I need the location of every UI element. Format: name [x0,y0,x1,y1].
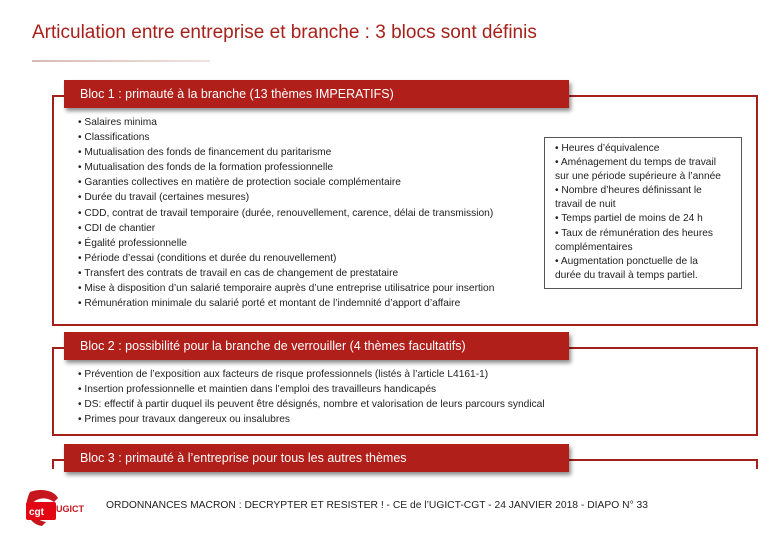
bloc1-theme-item: • Mise à disposition d’un salarié temporaire auprès d’une entreprise utilisatrice pour insertion [78,281,494,296]
side-box-line: durée du travail à temps partiel. [555,269,698,281]
bloc2-header: Bloc 2 : possibilité pour la branche de verrouiller (4 thèmes facultatifs) [64,332,569,360]
bloc1-theme-item: • Mutualisation des fonds de la formation professionnelle [78,160,494,175]
bloc1-theme-item: • Garanties collectives en matière de protection sociale complémentaire [78,175,494,190]
bloc1-theme-item: • Égalité professionnelle [78,236,494,251]
bloc1-theme-item: • CDD, contrat de travail temporaire (durée, renouvellement, carence, délai de transmission) [78,206,494,221]
side-box-line: • Augmentation ponctuelle de la [555,255,698,267]
bloc2-theme-list [78,367,545,427]
bloc1-theme-item: • Période d’essai (conditions et durée du renouvellement) [78,251,494,266]
side-box-line: • Taux de rémunération des heures [555,227,713,239]
side-box-line: • Temps partiel de moins de 24 h [555,213,703,225]
bloc3-header: Bloc 3 : primauté à l’entreprise pour tous les autres thèmes [64,444,569,472]
bloc2-theme-item: • DS: effectif à partir duquel ils peuvent être désignés, nombre et valorisation de leurs parcours syndical [78,397,545,412]
side-box-line: • Aménagement du temps de travail [555,157,716,169]
bloc1-theme-item: • Durée du travail (certaines mesures) [78,190,494,205]
side-box-line: complémentaires [555,241,633,253]
bloc1-theme-item: • Rémunération minimale du salarié porté et montant de l’indemnité d’apport d’affaire [78,296,494,311]
side-box-line: • Heures d’équivalence [555,143,660,154]
svg-text:cgt: cgt [29,507,44,518]
footer-text: ORDONNANCES MACRON : DECRYPTER ET RESISTER ! - CE de l’UGICT-CGT - 24 JANVIER 2018 - DIAPO N° 33 [106,500,648,511]
ugict-cgt-logo [24,488,98,528]
side-box-line: travail de nuit [555,199,616,211]
bloc1-side-box [544,137,742,289]
bloc1-header: Bloc 1 : primauté à la branche (13 thèmes IMPERATIFS) [64,80,569,108]
bloc1-theme-item: • Classifications [78,130,494,145]
page-title: Articulation entre entreprise et branche : 3 blocs sont définis [32,22,537,43]
bloc1-theme-list [78,115,494,311]
bloc1-theme-item: • Salaires minima [78,115,494,130]
bloc2-theme-item: • Primes pour travaux dangereux ou insalubres [78,412,545,427]
title-underline [32,60,210,62]
logo-wordmark: UGICT [56,504,84,514]
side-box-line: • Nombre d’heures définissant le [555,185,702,197]
bloc1-theme-item: • Transfert des contrats de travail en cas de changement de prestataire [78,266,494,281]
bloc1-theme-item: • Mutualisation des fonds de financement du paritarisme [78,145,494,160]
side-box-line: sur une période supérieure à l’année [555,171,721,183]
bloc2-theme-item: • Prévention de l’exposition aux facteurs de risque professionnels (listés à l’article L4161-1) [78,367,545,382]
bloc2-theme-item: • Insertion professionnelle et maintien dans l’emploi des travailleurs handicapés [78,382,545,397]
bloc1-theme-item: • CDI de chantier [78,221,494,236]
